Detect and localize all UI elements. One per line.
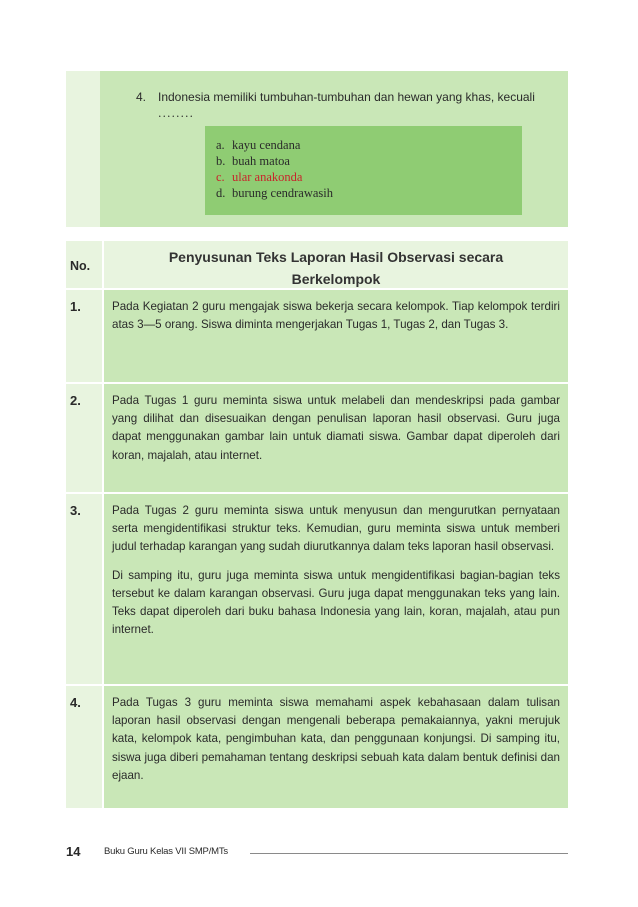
answer-option	[216, 185, 333, 201]
row-text	[112, 298, 560, 334]
answer-option	[216, 137, 333, 153]
row-number: 1.	[70, 299, 81, 314]
answer-option	[216, 153, 333, 169]
answer-option-text: burung cendrawasih	[232, 186, 334, 200]
table-row	[66, 290, 568, 382]
answer-option-letter: d.	[216, 186, 226, 200]
row-body-cell	[104, 494, 568, 684]
header-no-label: No.	[70, 259, 91, 273]
question-number: 4.	[136, 90, 147, 104]
row-body-cell	[104, 686, 568, 808]
activity-table	[66, 241, 568, 808]
answer-options-box	[205, 126, 522, 215]
answer-option-letter: c.	[216, 170, 225, 184]
table-row	[66, 384, 568, 492]
row-paragraph: Pada Tugas 2 guru meminta siswa untuk menyusun dan mengurutkan pernyataan serta mengidentifikasi struktur teks. Kemudian, guru meminta siswa untuk memberi judul terhadap karangan yang sudah diurutkannya dalam teks laporan hasil observasi.	[112, 504, 560, 554]
row-number: 3.	[70, 503, 81, 518]
answer-option-letter: b.	[216, 154, 226, 168]
row-paragraph: Pada Kegiatan 2 guru mengajak siswa bekerja secara kelompok. Tiap kelompok terdiri atas 3—5 orang. Siswa diminta mengerjakan Tugas 1, Tugas 2, dan Tugas 3.	[112, 300, 560, 332]
question-margin-column	[66, 71, 100, 227]
table-row	[66, 686, 568, 808]
row-body-cell	[104, 290, 568, 382]
row-number: 4.	[70, 695, 81, 710]
row-text	[112, 694, 560, 785]
header-no-cell	[66, 241, 102, 288]
row-no-cell	[66, 494, 102, 684]
row-text	[112, 502, 560, 639]
table-row	[66, 494, 568, 684]
row-text	[112, 392, 560, 465]
row-no-cell	[66, 686, 102, 808]
question-stem: Indonesia memiliki tumbuhan-tumbuhan dan hewan yang khas, kecuali	[158, 90, 535, 104]
row-paragraph: Di samping itu, guru juga meminta siswa untuk mengidentifikasi bagian-bagian teks tersebut ke dalam karangan observasi. Guru juga dapat menggunakan teks yang lain. Teks dapat diperoleh dari buku bahasa Indonesia yang lain, koran, majalah, atau pun internet.	[112, 568, 560, 637]
answer-option	[216, 169, 333, 185]
answer-option-letter: a.	[216, 138, 225, 152]
table-header-row	[66, 241, 568, 288]
table-title-line-1: Penyusunan Teks Laporan Hasil Observasi secara	[168, 249, 504, 265]
answer-option-text: ular anakonda	[232, 170, 303, 184]
row-paragraph: Pada Tugas 3 guru meminta siswa memahami aspek kebahasaan dalam tulisan laporan hasil observasi dengan mengenali beberapa pemakaiannya, yakni merujuk kata, kelompok kata, pengimbuhan kata, dan penggunaan konjungsi. Di samping itu, siswa juga diberi pemahaman tentang deskripsi sebuah kata dalam bentuk definisi dan ejaan.	[112, 696, 560, 782]
row-no-cell	[66, 384, 102, 492]
answer-option-text: kayu cendana	[232, 138, 301, 152]
table-title-line-2: Berkelompok	[291, 271, 381, 287]
row-paragraph: Pada Tugas 1 guru meminta siswa untuk melabeli dan mendeskripsi pada gambar yang dilihat dan disesuaikan dengan penulisan laporan hasil observasi. Guru juga dapat menggunakan gambar lain untuk diamati siswa. Gambar dapat diperoleh dari koran, majalah, atau internet.	[112, 394, 560, 462]
question-block	[66, 71, 568, 227]
row-no-cell	[66, 290, 102, 382]
footer-rule	[250, 853, 568, 854]
question-blank-dots: ........	[158, 107, 194, 120]
answer-option-text: buah matoa	[232, 154, 290, 168]
book-title: Buku Guru Kelas VII SMP/MTs	[104, 846, 228, 857]
header-title-cell	[104, 241, 568, 288]
question-text	[136, 89, 566, 105]
table-title	[104, 246, 568, 290]
row-number: 2.	[70, 393, 81, 408]
row-body-cell	[104, 384, 568, 492]
page-number: 14	[66, 844, 81, 859]
answer-options-list	[216, 137, 333, 201]
